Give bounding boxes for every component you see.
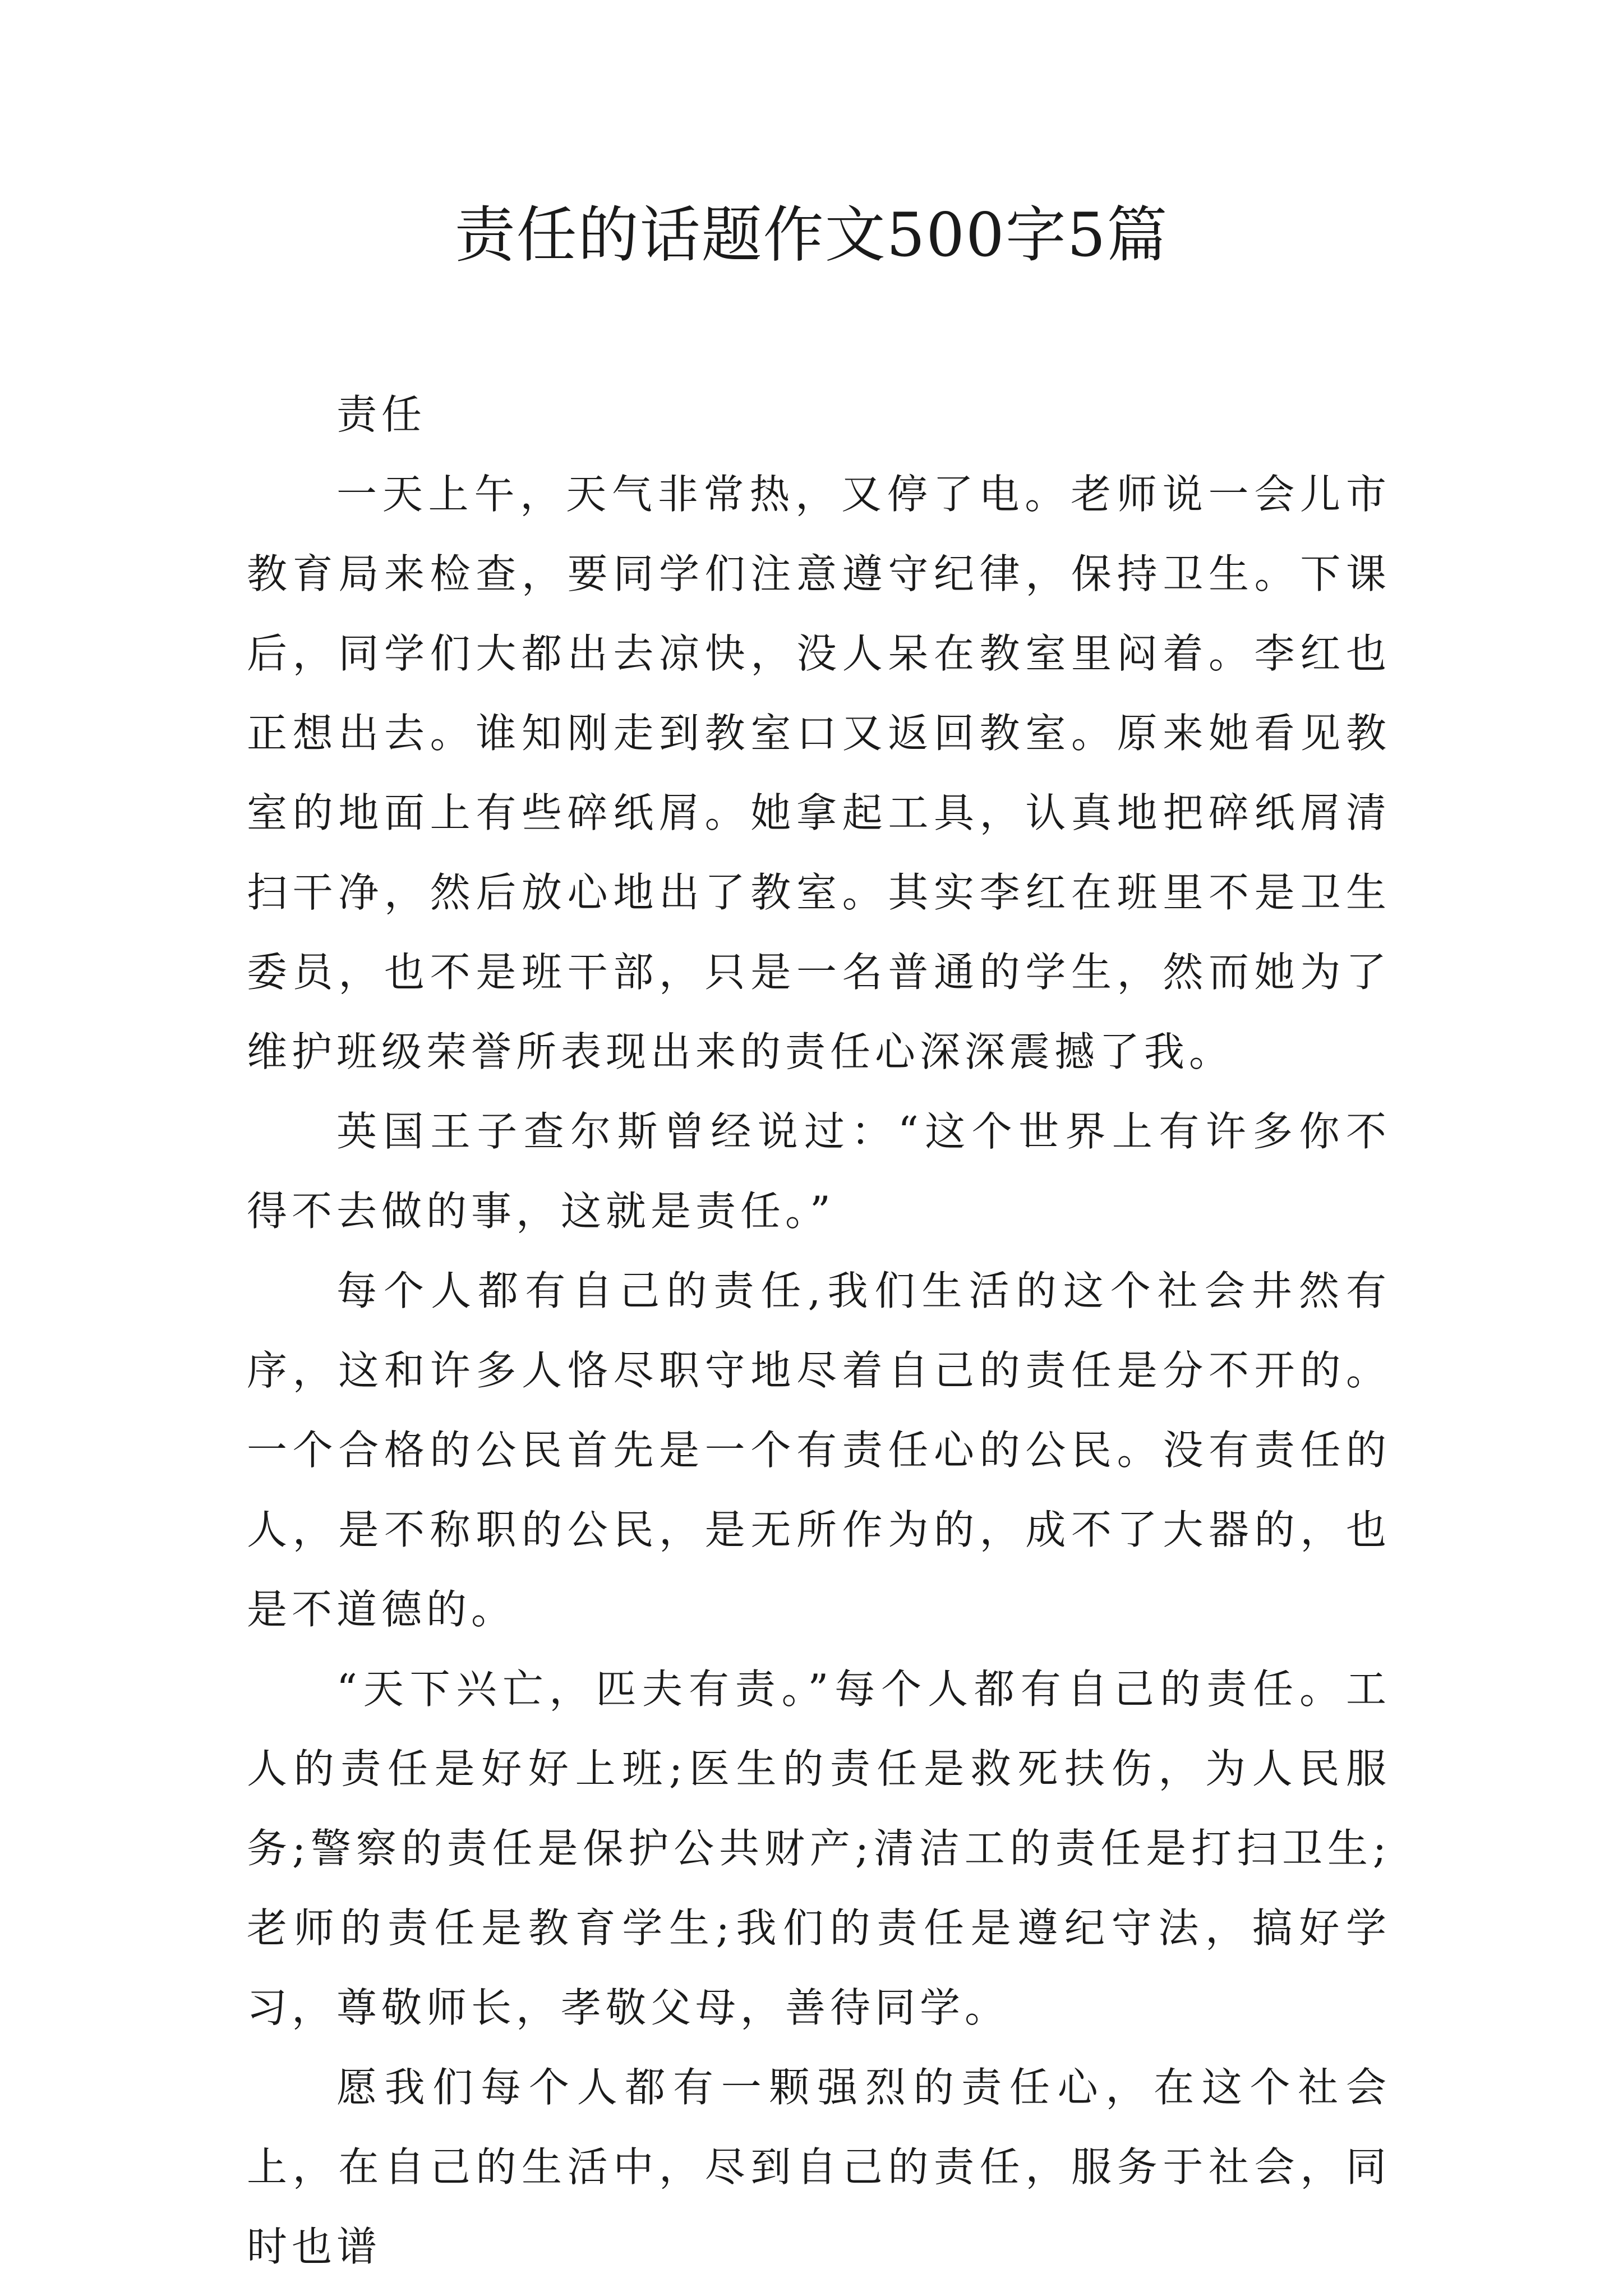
paragraph: 每个人都有自己的责任,我们生活的这个社会井然有序，这和许多人恪尽职守地尽着自己的责任是分不开的。一个合格的公民首先是一个有责任心的公民。没有责任的人，是不称职的公民，是无所作为的，成不了大器的，也是不道德的。: [247, 1267, 1391, 1633]
paragraph: 一天上午，天气非常热，又停了电。老师说一会儿市教育局来检查，要同学们注意遵守纪律，保持卫生。下课后，同学们大都出去凉快，没人呆在教室里闷着。李红也正想出去。谁知刚走到教室口又返回教室。原来她看见教室的地面上有些碎纸屑。她拿起工具，认真地把碎纸屑清扫干净，然后放心地出了教室。其实李红在班里不是卫生委员，也不是班干部，只是一名普通的学生，然而她为了维护班级荣誉所表现出来的责任心深深震撼了我。: [247, 471, 1391, 1075]
paragraph: “天下兴亡，匹夫有责。”每个人都有自己的责任。工人的责任是好好上班;医生的责任是救死扶伤，为人民服务;警察的责任是保护公共财产;清洁工的责任是打扫卫生;老师的责任是教育学生;我们的责任是遵纪守法，搞好学习，尊敬师长，孝敬父母，善待同学。: [247, 1665, 1391, 2031]
document-body: [247, 375, 1391, 2286]
document-title: 责任的话题作文500字5篇: [454, 200, 1169, 270]
paragraph: 愿我们每个人都有一颗强烈的责任心，在这个社会上，在自己的生活中，尽到自己的责任，服务于社会，同时也谱: [247, 2064, 1391, 2270]
section-heading: 责任: [336, 391, 427, 438]
paragraph: 英国王子查尔斯曾经说过：“这个世界上有许多你不得不去做的事，这就是责任。”: [247, 1108, 1391, 1235]
